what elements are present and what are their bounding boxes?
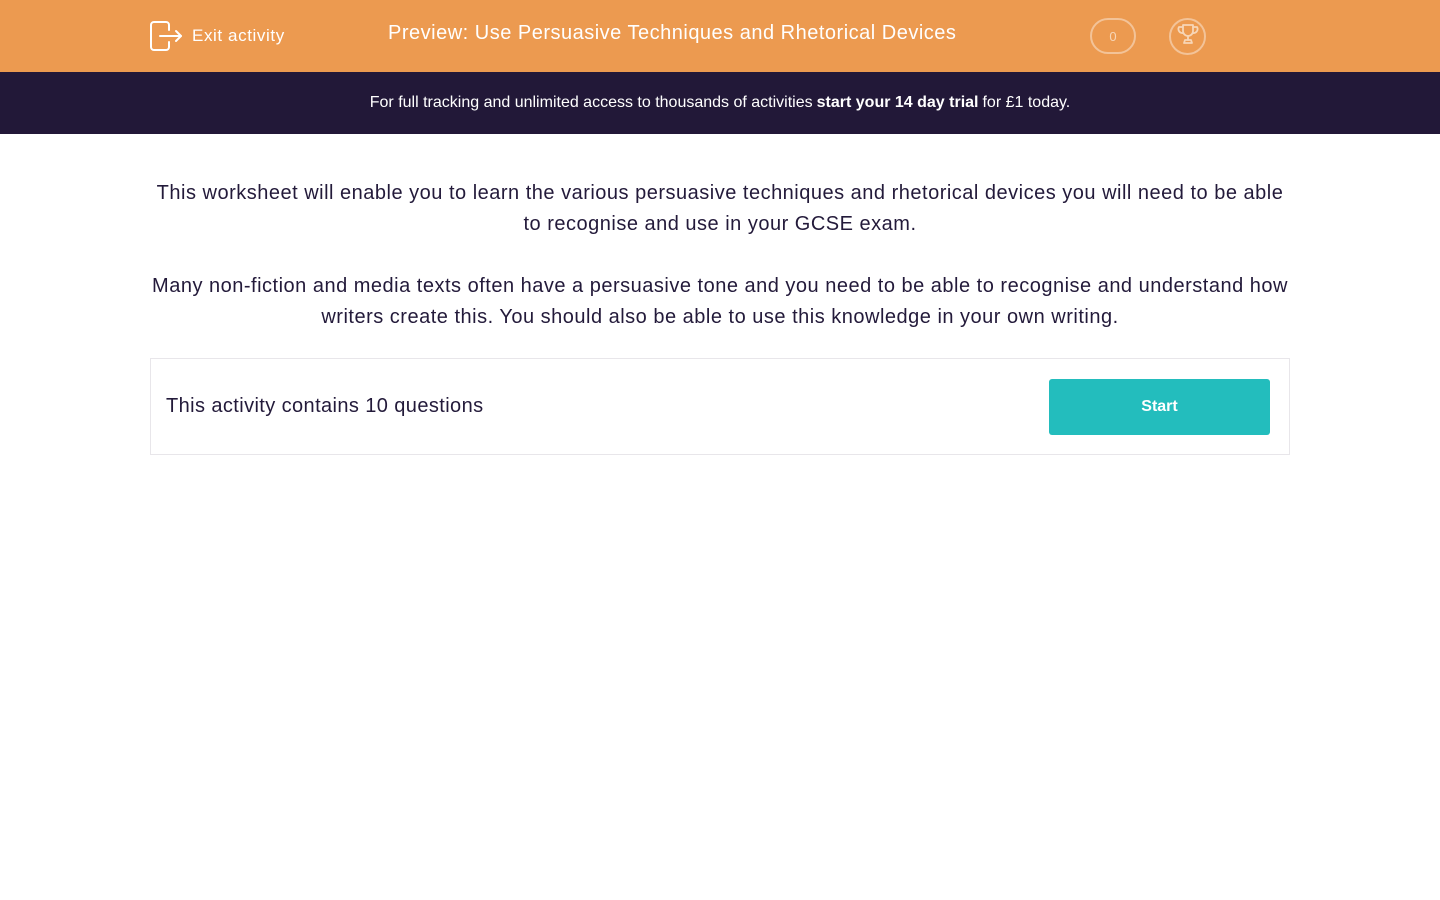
question-count: This activity contains 10 questions — [166, 395, 484, 417]
trophy-button[interactable] — [1169, 18, 1206, 55]
start-button[interactable]: Start — [1049, 379, 1270, 435]
activity-card — [150, 358, 1290, 455]
score-badge — [1090, 18, 1136, 54]
top-bar — [0, 0, 1440, 72]
exit-icon — [150, 21, 183, 51]
trophy-icon — [1176, 22, 1200, 51]
promo-text-before: For full tracking and unlimited access to thousands of activities — [369, 94, 813, 111]
activity-description — [150, 178, 1290, 364]
start-trial-link[interactable]: start your 14 day trial — [816, 94, 979, 111]
page-title: Preview: Use Persuasive Techniques and Rhetorical Devices — [388, 22, 957, 44]
promo-text-after: for £1 today. — [982, 94, 1071, 111]
exit-activity-button[interactable] — [150, 20, 285, 52]
description-paragraph: This worksheet will enable you to learn the various persuasive techniques and rhetorical devices you will need to be able to recognise and use in your GCSE exam. — [156, 182, 1284, 235]
trial-promo-bar — [0, 72, 1440, 134]
description-paragraph: Many non-fiction and media texts often have a persuasive tone and you need to be able to recognise and understand how writers create this. You should also be able to use this knowledge in your own writing. — [152, 275, 1288, 328]
score-value: 0 — [1109, 28, 1117, 44]
exit-activity-label: Exit activity — [192, 26, 285, 45]
